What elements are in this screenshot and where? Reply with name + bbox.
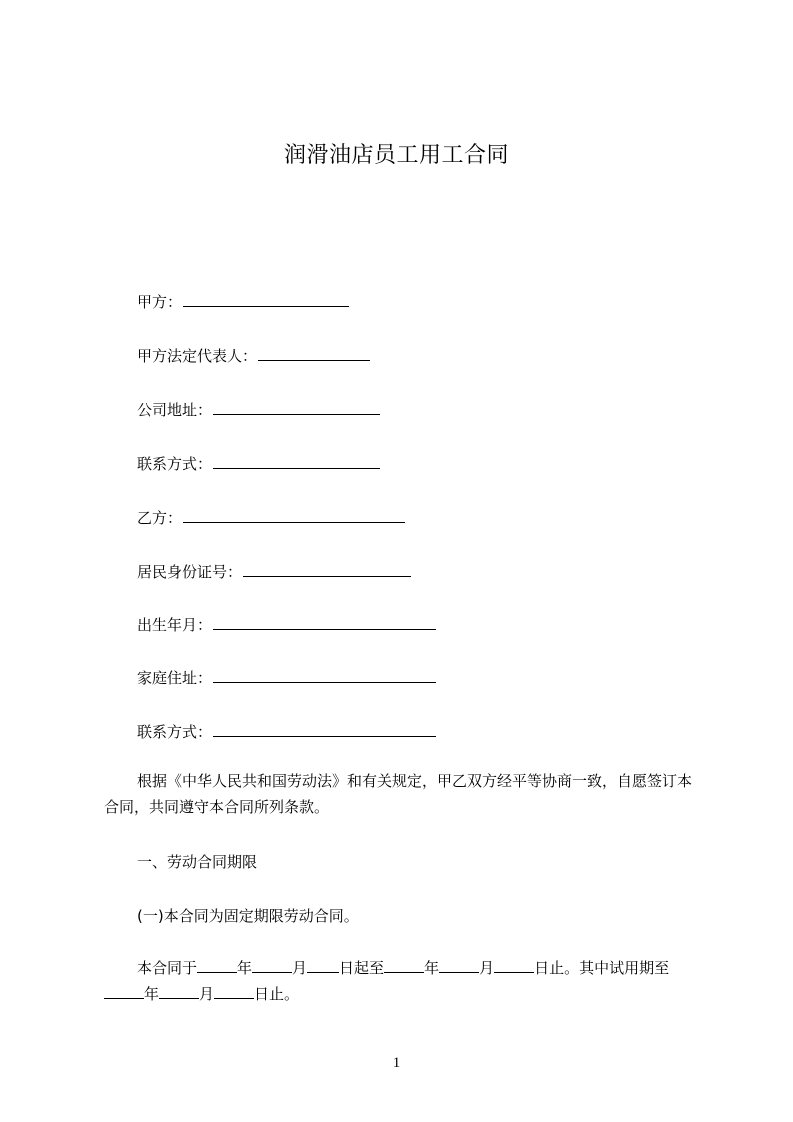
probation-day-blank[interactable] — [214, 982, 254, 999]
start-day-blank[interactable] — [307, 956, 339, 973]
section-1-clause-1: (一)本合同为固定期限劳动合同。 — [137, 907, 359, 925]
intro-paragraph — [104, 768, 704, 820]
end-day-unit: 日止。 — [534, 959, 580, 977]
birth-date-field — [137, 613, 436, 636]
party-a-rep-label: 甲方法定代表人： — [137, 347, 258, 365]
contact-b-blank[interactable] — [213, 720, 436, 737]
start-month-blank[interactable] — [252, 956, 292, 973]
party-b-label: 乙方： — [137, 509, 183, 527]
end-month-blank[interactable] — [439, 956, 479, 973]
party-b-field — [137, 506, 405, 529]
company-address-field — [137, 398, 380, 421]
term-start-text: 本合同于 — [137, 959, 198, 977]
contact-a-label: 联系方式： — [137, 455, 213, 473]
contact-a-blank[interactable] — [213, 452, 380, 469]
term-paragraph — [104, 955, 704, 1007]
probation-day-unit: 日止。 — [254, 985, 300, 1003]
company-address-blank[interactable] — [213, 398, 380, 415]
contact-a-field — [137, 452, 380, 475]
start-year-unit: 年 — [237, 959, 253, 977]
birth-date-blank[interactable] — [213, 613, 436, 630]
home-address-blank[interactable] — [213, 666, 436, 683]
id-number-field — [137, 560, 411, 583]
end-day-blank[interactable] — [494, 956, 534, 973]
intro-text: 根据《中华人民共和国劳动法》和有关规定，甲乙双方经平等协商一致，自愿签订本合同，共同遵守本合同所列条款。 — [104, 772, 693, 816]
start-day-unit: 日起至 — [339, 959, 385, 977]
birth-date-label: 出生年月： — [137, 616, 213, 634]
id-number-blank[interactable] — [243, 560, 411, 577]
document-title: 润滑油店员工用工合同 — [283, 143, 509, 168]
page-number: 1 — [392, 1055, 401, 1071]
section-1-heading: 一、劳动合同期限 — [137, 853, 258, 871]
party-a-label: 甲方： — [137, 293, 183, 311]
contact-b-field — [137, 720, 436, 743]
end-year-unit: 年 — [424, 959, 440, 977]
start-year-blank[interactable] — [197, 956, 237, 973]
party-a-rep-field — [137, 344, 370, 367]
probation-year-blank[interactable] — [104, 982, 144, 999]
party-a-rep-blank[interactable] — [258, 344, 370, 361]
probation-month-blank[interactable] — [159, 982, 199, 999]
probation-text: 其中试用期至 — [579, 959, 670, 977]
party-a-blank[interactable] — [183, 290, 349, 307]
home-address-field — [137, 666, 436, 689]
probation-year-unit: 年 — [144, 985, 160, 1003]
contact-b-label: 联系方式： — [137, 723, 213, 741]
probation-month-unit: 月 — [199, 985, 215, 1003]
party-b-blank[interactable] — [183, 506, 405, 523]
end-month-unit: 月 — [479, 959, 495, 977]
id-number-label: 居民身份证号： — [137, 563, 243, 581]
start-month-unit: 月 — [292, 959, 308, 977]
party-a-field — [137, 290, 349, 313]
home-address-label: 家庭住址： — [137, 669, 213, 687]
company-address-label: 公司地址： — [137, 401, 213, 419]
end-year-blank[interactable] — [384, 956, 424, 973]
